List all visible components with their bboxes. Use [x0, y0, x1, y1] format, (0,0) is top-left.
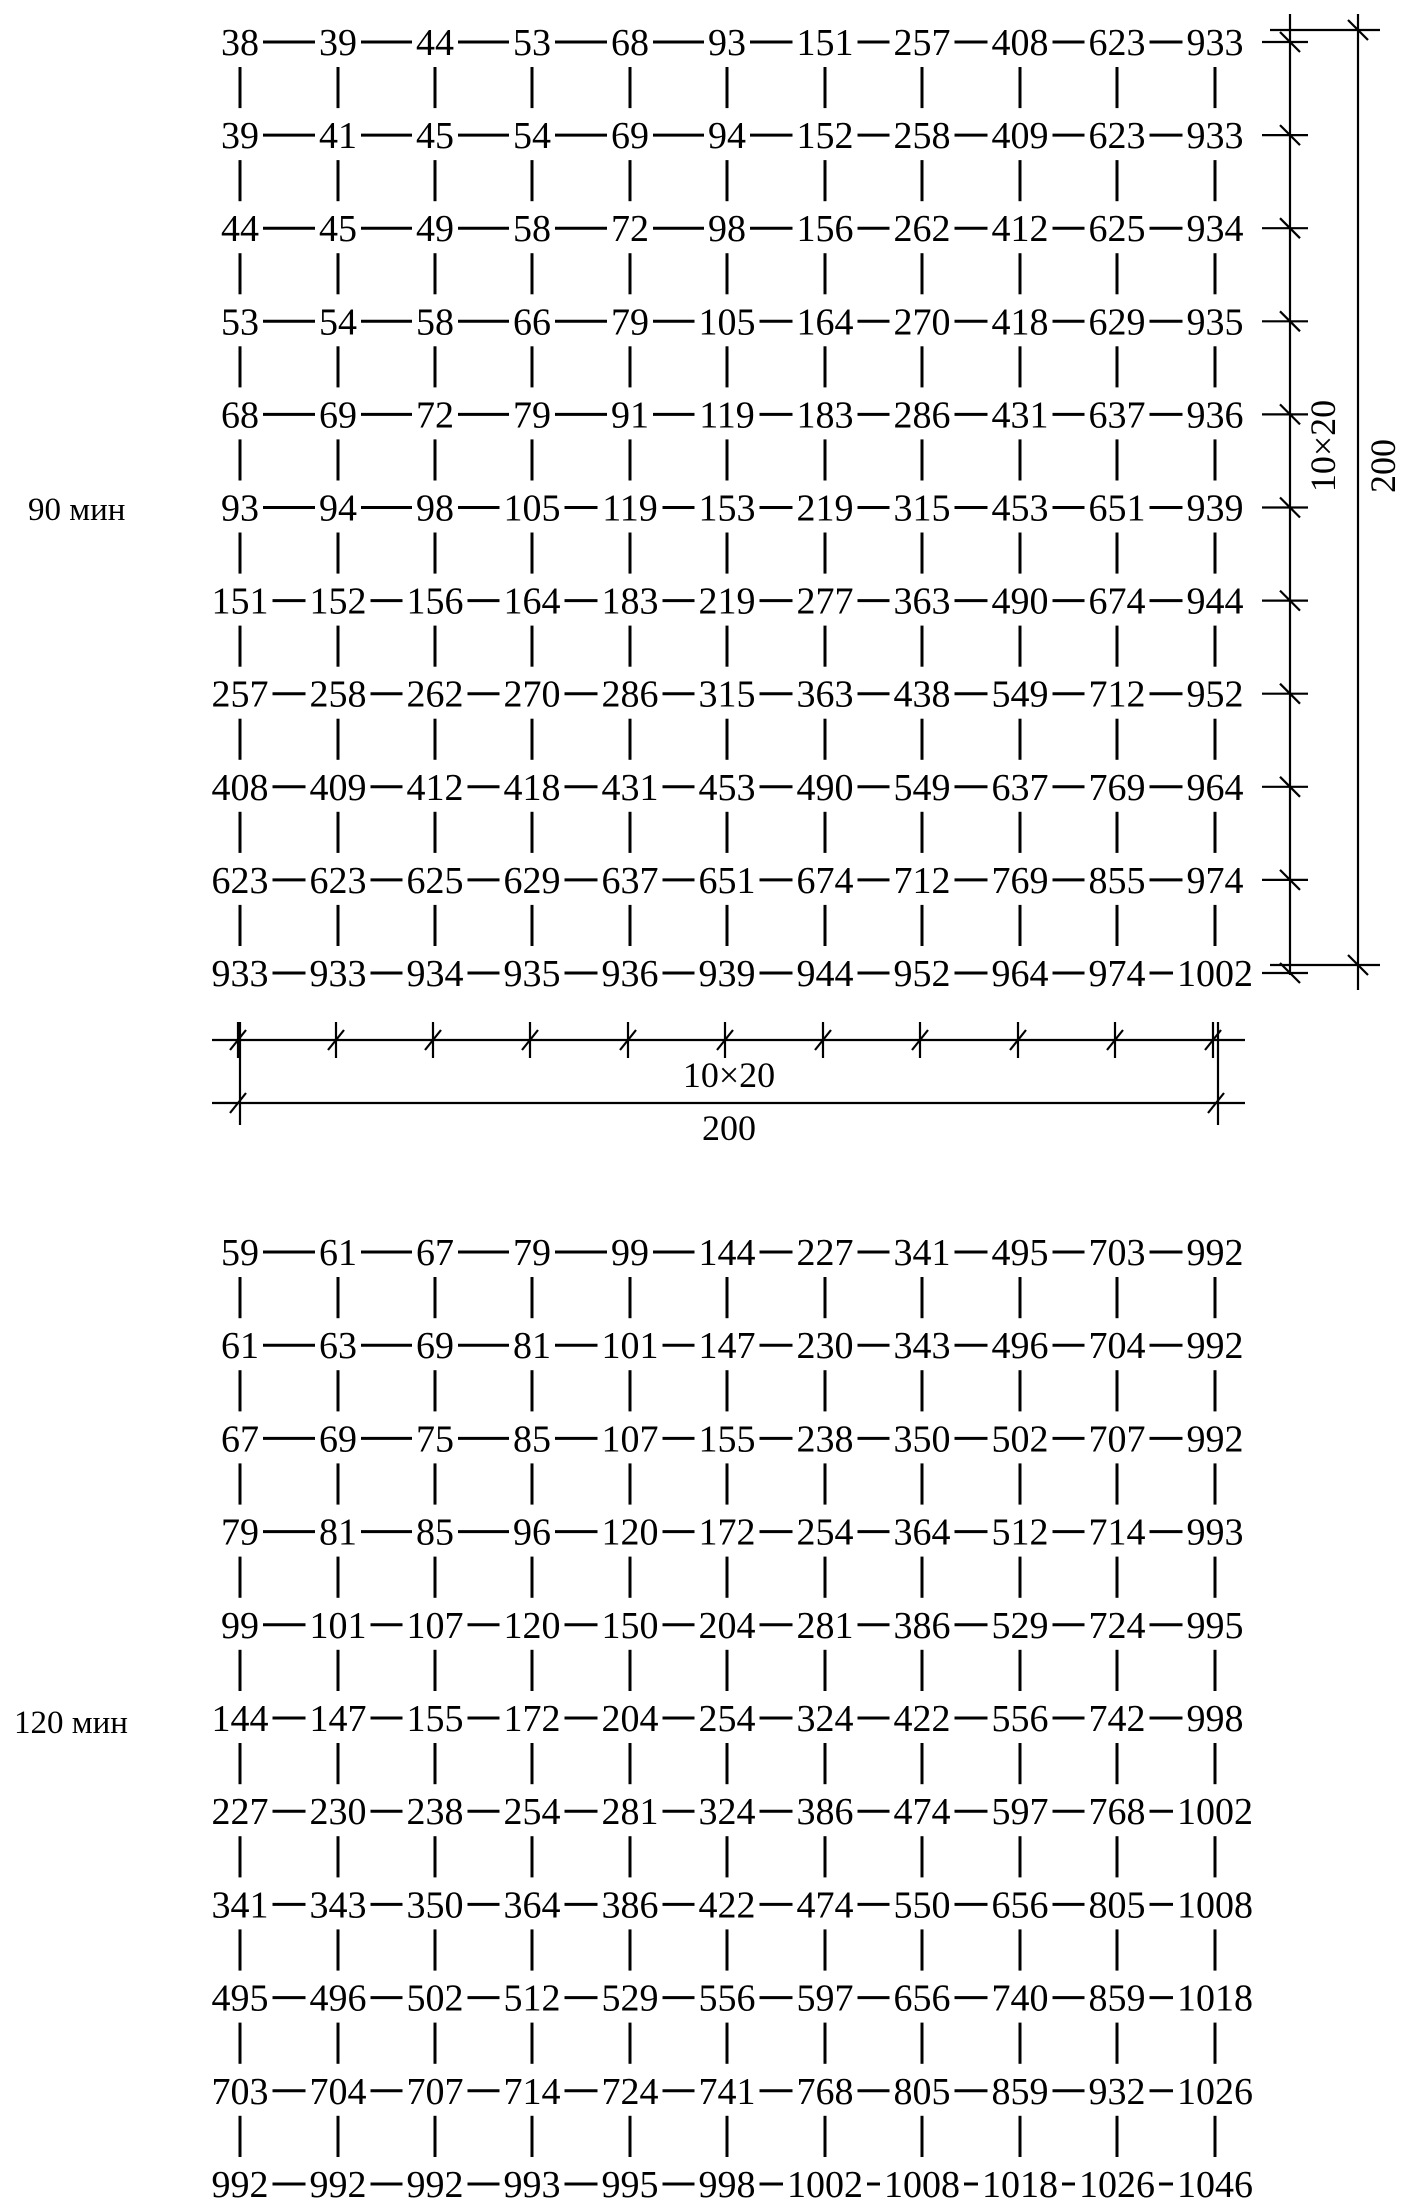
grid-value: 41 — [319, 115, 357, 158]
grid-value: 99 — [611, 1232, 649, 1274]
grid-value: 651 — [698, 859, 756, 902]
grid-value: 68 — [221, 394, 259, 437]
grid-value: 1002 — [1177, 953, 1253, 995]
grid-value: 597 — [796, 1977, 854, 2020]
grid-value: 768 — [1088, 1791, 1146, 1834]
grid-value: 69 — [319, 394, 357, 437]
grid-value: 952 — [893, 953, 951, 995]
grid-value: 257 — [211, 673, 269, 716]
grid-value: 81 — [513, 1325, 551, 1368]
grid-value: 172 — [503, 1698, 561, 1740]
grid-value: 147 — [309, 1698, 367, 1740]
grid-value: 998 — [1186, 1698, 1244, 1740]
grid-value: 742 — [1088, 1698, 1146, 1740]
grid-value: 936 — [1186, 394, 1244, 437]
grid-value: 258 — [893, 115, 951, 158]
grid-value: 79 — [513, 1232, 551, 1274]
grid-value: 932 — [1088, 2070, 1146, 2113]
grid-value: 72 — [611, 208, 649, 251]
grid-value: 172 — [698, 1511, 756, 1554]
grid-value: 153 — [698, 487, 756, 530]
grid-value: 254 — [698, 1698, 756, 1740]
grid-value: 805 — [1088, 1884, 1146, 1927]
grid-value: 238 — [796, 1418, 854, 1461]
grid-value: 254 — [796, 1511, 854, 1554]
grid-value: 704 — [1088, 1325, 1146, 1368]
grid-value: 54 — [513, 115, 551, 158]
grid-value: 156 — [406, 580, 464, 623]
grid-value: 230 — [309, 1791, 367, 1834]
grid-value: 993 — [503, 2164, 561, 2206]
grid-value: 386 — [893, 1604, 951, 1647]
grid-value: 408 — [211, 766, 269, 809]
grid-value: 933 — [211, 953, 269, 995]
grid-value: 1026 — [1079, 2164, 1155, 2206]
grid-value: 219 — [796, 487, 854, 530]
grid-value: 107 — [406, 1604, 464, 1647]
grid-value: 629 — [503, 859, 561, 902]
grid-value: 164 — [796, 301, 854, 344]
grid-value: 674 — [1088, 580, 1146, 623]
grid-value: 53 — [221, 301, 259, 344]
grid-value: 995 — [1186, 1604, 1244, 1647]
grid-value: 502 — [991, 1418, 1049, 1461]
grid-value: 1026 — [1177, 2070, 1253, 2113]
grid-value: 101 — [601, 1325, 659, 1368]
grid-value: 724 — [1088, 1604, 1146, 1647]
grid-value: 597 — [991, 1791, 1049, 1834]
grid-value: 152 — [796, 115, 854, 158]
grid-value: 79 — [221, 1511, 259, 1554]
grid-value: 637 — [601, 859, 659, 902]
grid-value: 281 — [601, 1791, 659, 1834]
grid-value: 512 — [503, 1977, 561, 2020]
grid-value: 512 — [991, 1511, 1049, 1554]
grid-value: 625 — [1088, 208, 1146, 251]
grid-value: 91 — [611, 394, 649, 437]
grid-value: 964 — [1186, 766, 1244, 809]
grid-value: 703 — [211, 2070, 269, 2113]
grid-value: 98 — [708, 208, 746, 251]
grid-value: 724 — [601, 2070, 659, 2113]
grid-value: 409 — [309, 766, 367, 809]
grid-value: 164 — [503, 580, 561, 623]
grid-value: 75 — [416, 1418, 454, 1461]
grid-value: 935 — [1186, 301, 1244, 344]
grid-value: 341 — [893, 1232, 951, 1274]
grid-value: 44 — [416, 22, 454, 64]
vertical-total-label: 200 — [1363, 439, 1403, 493]
grid-value: 1018 — [982, 2164, 1058, 2206]
grid-value: 768 — [796, 2070, 854, 2113]
grid-value: 44 — [221, 208, 259, 251]
grid-value: 156 — [796, 208, 854, 251]
grid-value: 343 — [893, 1325, 951, 1368]
grid-value: 992 — [1186, 1325, 1244, 1368]
panel-120-min — [14, 1232, 1253, 2206]
grid-value: 769 — [991, 859, 1049, 902]
grid-value: 270 — [893, 301, 951, 344]
grid-value: 412 — [991, 208, 1049, 251]
grid-value: 286 — [893, 394, 951, 437]
grid-value: 474 — [893, 1791, 951, 1834]
grid-value: 529 — [991, 1604, 1049, 1647]
grid-value: 94 — [708, 115, 746, 158]
grid-value: 277 — [796, 580, 854, 623]
grid-value: 39 — [221, 115, 259, 158]
grid-value: 995 — [601, 2164, 659, 2206]
grid-value: 805 — [893, 2070, 951, 2113]
grid-value: 549 — [991, 673, 1049, 716]
grid-value: 155 — [406, 1698, 464, 1740]
grid-value: 363 — [893, 580, 951, 623]
grid-value: 936 — [601, 953, 659, 995]
grid-value: 66 — [513, 301, 551, 344]
grid-value: 79 — [513, 394, 551, 437]
grid-value: 85 — [416, 1511, 454, 1554]
grid-value: 386 — [796, 1791, 854, 1834]
grid-value: 230 — [796, 1325, 854, 1368]
time-label-120: 120 мин — [14, 1705, 128, 1741]
grid-value: 227 — [796, 1232, 854, 1274]
time-label-90: 90 мин — [28, 492, 126, 528]
grid-value: 1046 — [1177, 2164, 1253, 2206]
grid-value: 855 — [1088, 859, 1146, 902]
grid-value: 63 — [319, 1325, 357, 1368]
grid-value: 495 — [991, 1232, 1049, 1274]
grid-value: 386 — [601, 1884, 659, 1927]
grid-value: 629 — [1088, 301, 1146, 344]
grid-value: 45 — [416, 115, 454, 158]
grid-value: 1018 — [1177, 1977, 1253, 2020]
grid-value: 934 — [406, 953, 464, 995]
grid-value: 859 — [991, 2070, 1049, 2113]
grid-value: 93 — [708, 22, 746, 64]
grid-value: 992 — [406, 2164, 464, 2206]
grid-value: 859 — [1088, 1977, 1146, 2020]
grid-value: 45 — [319, 208, 357, 251]
grid-value: 93 — [221, 487, 259, 530]
grid-value: 964 — [991, 953, 1049, 995]
grid-value: 934 — [1186, 208, 1244, 251]
grid-value: 935 — [503, 953, 561, 995]
grid-value: 992 — [211, 2164, 269, 2206]
grid-value: 952 — [1186, 673, 1244, 716]
grid-value: 992 — [1186, 1418, 1244, 1461]
grid-value: 490 — [991, 580, 1049, 623]
grid-value: 59 — [221, 1232, 259, 1274]
grid-value: 315 — [698, 673, 756, 716]
grid-value: 350 — [893, 1418, 951, 1461]
grid-value: 623 — [211, 859, 269, 902]
grid-value: 69 — [319, 1418, 357, 1461]
grid-value: 625 — [406, 859, 464, 902]
grid-value: 257 — [893, 22, 951, 64]
grid-value: 974 — [1088, 953, 1146, 995]
grid-value: 151 — [796, 22, 854, 64]
grid-value: 944 — [1186, 580, 1244, 623]
grid-value: 364 — [503, 1884, 561, 1927]
grid-value: 258 — [309, 673, 367, 716]
grid-value: 993 — [1186, 1511, 1244, 1554]
grid-value: 281 — [796, 1604, 854, 1647]
grid-value: 85 — [513, 1418, 551, 1461]
grid-value: 363 — [796, 673, 854, 716]
grid-value: 418 — [991, 301, 1049, 344]
grid-value: 992 — [309, 2164, 367, 2206]
grid-value: 674 — [796, 859, 854, 902]
grid-value: 496 — [991, 1325, 1049, 1368]
grid-value: 707 — [1088, 1418, 1146, 1461]
grid-value: 1002 — [1177, 1791, 1253, 1834]
grid-value: 409 — [991, 115, 1049, 158]
grid-value: 495 — [211, 1977, 269, 2020]
grid-value: 204 — [601, 1698, 659, 1740]
grid-value: 656 — [893, 1977, 951, 2020]
grid-value: 422 — [893, 1698, 951, 1740]
grid-value: 1002 — [787, 2164, 863, 2206]
grid-value: 144 — [211, 1698, 269, 1740]
grid-value: 651 — [1088, 487, 1146, 530]
grid-value: 623 — [1088, 22, 1146, 64]
grid-value: 341 — [211, 1884, 269, 1927]
grid-value: 219 — [698, 580, 756, 623]
grid-value: 324 — [796, 1698, 854, 1740]
grid-value: 238 — [406, 1791, 464, 1834]
grid-value: 155 — [698, 1418, 756, 1461]
grid-value: 99 — [221, 1604, 259, 1647]
grid-value: 704 — [309, 2070, 367, 2113]
grid-value: 119 — [699, 394, 755, 437]
grid-value: 707 — [406, 2070, 464, 2113]
horizontal-step-label: 10×20 — [682, 1055, 776, 1095]
grid-value: 623 — [1088, 115, 1146, 158]
grid-value: 550 — [893, 1884, 951, 1927]
grid-value: 453 — [698, 766, 756, 809]
grid-value: 67 — [221, 1418, 259, 1461]
grid-value: 58 — [416, 301, 454, 344]
grid-value: 98 — [416, 487, 454, 530]
grid-value: 623 — [309, 859, 367, 902]
grid-value: 144 — [698, 1232, 756, 1274]
grid-value: 1008 — [1177, 1884, 1253, 1927]
grid-value: 61 — [221, 1325, 259, 1368]
grid-value: 120 — [601, 1511, 659, 1554]
grid-value: 107 — [601, 1418, 659, 1461]
grid-value: 431 — [601, 766, 659, 809]
grid-value: 422 — [698, 1884, 756, 1927]
grid-value: 262 — [406, 673, 464, 716]
grid-value: 183 — [601, 580, 659, 623]
grid-value: 769 — [1088, 766, 1146, 809]
grid-value: 68 — [611, 22, 649, 64]
grid-value: 741 — [698, 2070, 756, 2113]
panel-90-grid — [212, 22, 1254, 995]
grid-value: 712 — [893, 859, 951, 902]
grid-value: 96 — [513, 1511, 551, 1554]
grid-value: 58 — [513, 208, 551, 251]
grid-value: 101 — [309, 1604, 367, 1647]
panel-90-min — [28, 14, 1403, 1148]
horizontal-total-label: 200 — [702, 1108, 756, 1148]
grid-value: 556 — [698, 1977, 756, 2020]
grid-value: 227 — [211, 1791, 269, 1834]
grid-value: 183 — [796, 394, 854, 437]
grid-value: 105 — [698, 301, 756, 344]
grid-value: 556 — [991, 1698, 1049, 1740]
vertical-dimension — [1262, 14, 1403, 990]
grid-value: 69 — [611, 115, 649, 158]
grid-value: 933 — [309, 953, 367, 995]
grid-value: 933 — [1186, 115, 1244, 158]
grid-value: 637 — [991, 766, 1049, 809]
grid-value: 81 — [319, 1511, 357, 1554]
grid-value: 38 — [221, 22, 259, 64]
panel-120-grid — [212, 1232, 1254, 2206]
grid-value: 408 — [991, 22, 1049, 64]
grid-value: 637 — [1088, 394, 1146, 437]
grid-value: 714 — [1088, 1511, 1146, 1554]
grid-value: 54 — [319, 301, 357, 344]
grid-value: 39 — [319, 22, 357, 64]
vertical-step-label: 10×20 — [1303, 399, 1343, 493]
grid-value: 549 — [893, 766, 951, 809]
grid-value: 343 — [309, 1884, 367, 1927]
grid-value: 270 — [503, 673, 561, 716]
grid-value: 79 — [611, 301, 649, 344]
grid-value: 67 — [416, 1232, 454, 1274]
grid-value: 150 — [601, 1604, 659, 1647]
grid-value: 61 — [319, 1232, 357, 1274]
grid-value: 324 — [698, 1791, 756, 1834]
grid-value: 350 — [406, 1884, 464, 1927]
grid-value: 286 — [601, 673, 659, 716]
grid-value: 431 — [991, 394, 1049, 437]
grid-value: 529 — [601, 1977, 659, 2020]
grid-value: 69 — [416, 1325, 454, 1368]
grid-value: 438 — [893, 673, 951, 716]
grid-value: 254 — [503, 1791, 561, 1834]
grid-value: 1008 — [884, 2164, 960, 2206]
grid-value: 939 — [698, 953, 756, 995]
grid-value: 105 — [503, 487, 561, 530]
grid-value: 204 — [698, 1604, 756, 1647]
grid-value: 152 — [309, 580, 367, 623]
grid-value: 703 — [1088, 1232, 1146, 1274]
grid-value: 490 — [796, 766, 854, 809]
grid-value: 974 — [1186, 859, 1244, 902]
grid-value: 453 — [991, 487, 1049, 530]
grid-value: 502 — [406, 1977, 464, 2020]
grid-value: 151 — [211, 580, 269, 623]
grid-value: 94 — [319, 487, 357, 530]
grid-value: 72 — [416, 394, 454, 437]
grid-value: 933 — [1186, 22, 1244, 64]
grid-value: 364 — [893, 1511, 951, 1554]
grid-value: 992 — [1186, 1232, 1244, 1274]
grid-value: 496 — [309, 1977, 367, 2020]
horizontal-dimension — [212, 1022, 1245, 1148]
grid-value: 262 — [893, 208, 951, 251]
grid-value: 998 — [698, 2164, 756, 2206]
grid-value: 53 — [513, 22, 551, 64]
grid-value: 656 — [991, 1884, 1049, 1927]
grid-value: 740 — [991, 1977, 1049, 2020]
grid-value: 315 — [893, 487, 951, 530]
grid-value: 944 — [796, 953, 854, 995]
grid-value: 147 — [698, 1325, 756, 1368]
grid-value: 119 — [602, 487, 658, 530]
grid-value: 712 — [1088, 673, 1146, 716]
grid-value: 120 — [503, 1604, 561, 1647]
grid-value: 474 — [796, 1884, 854, 1927]
grid-value: 939 — [1186, 487, 1244, 530]
grid-value: 49 — [416, 208, 454, 251]
grid-value: 412 — [406, 766, 464, 809]
grid-value: 714 — [503, 2070, 561, 2113]
grid-value: 418 — [503, 766, 561, 809]
